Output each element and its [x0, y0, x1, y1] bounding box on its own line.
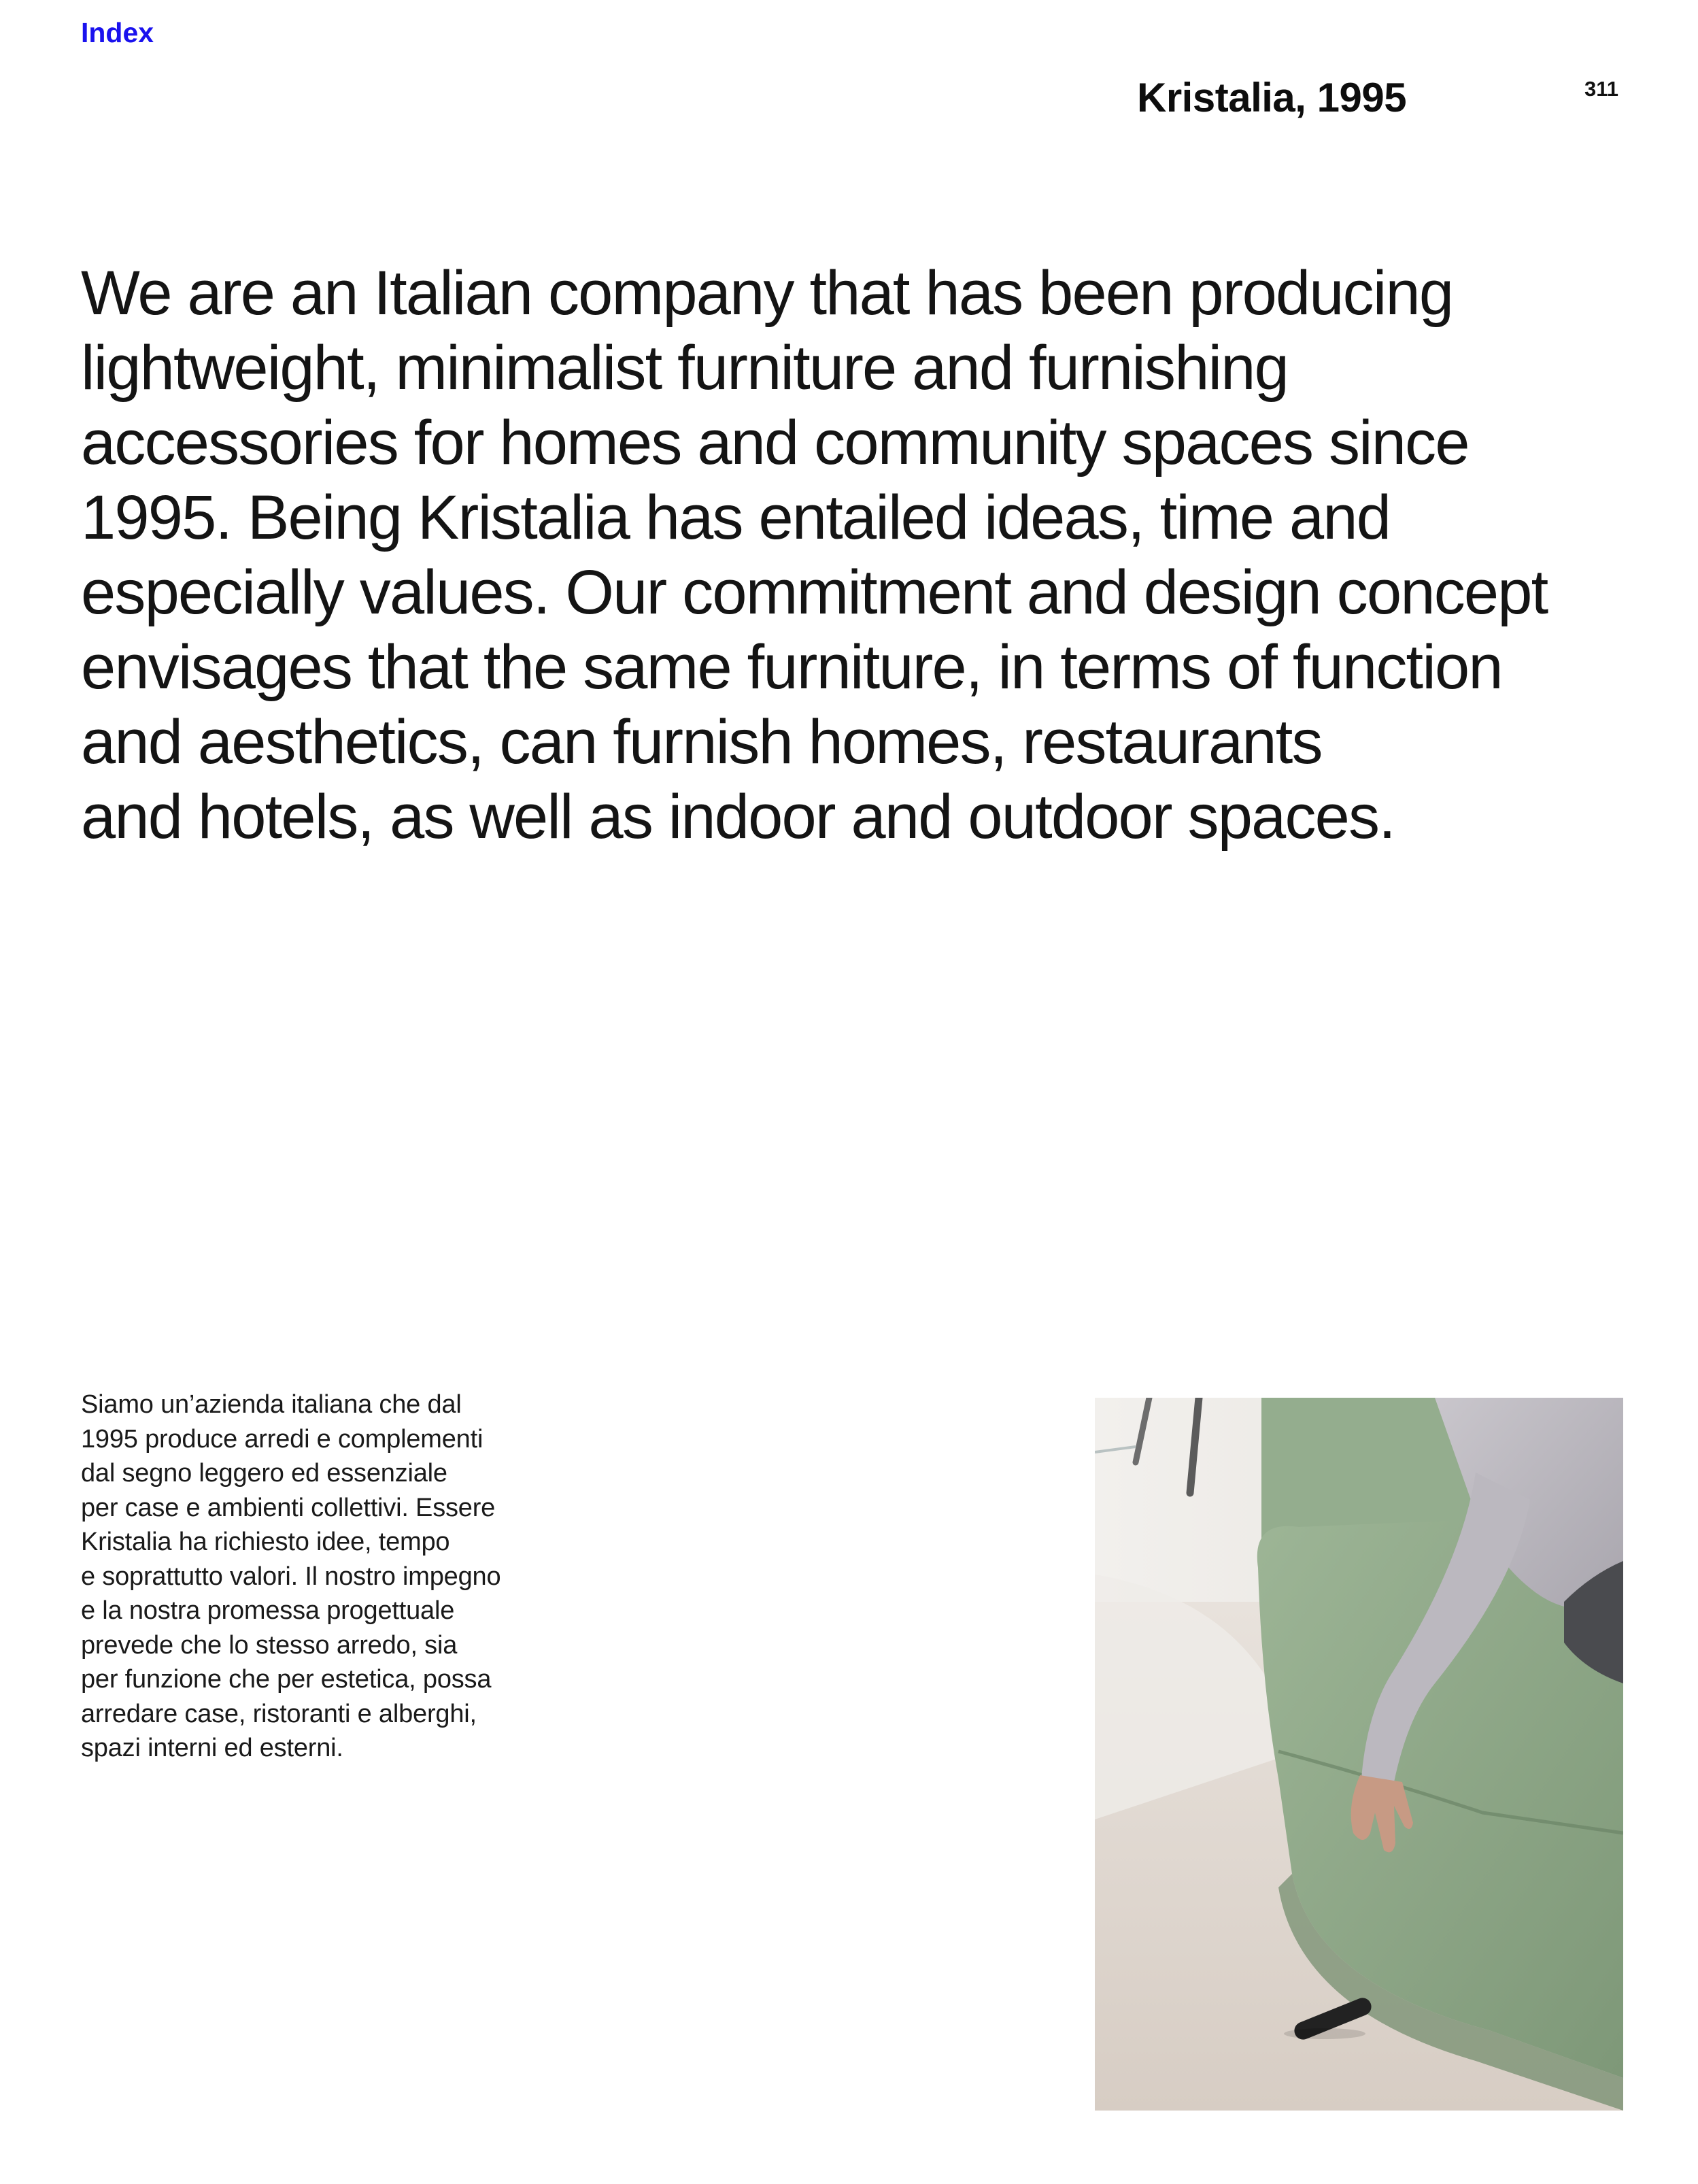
lead-line: and aesthetics, can furnish homes, restaurants	[81, 707, 1322, 777]
italian-line: e soprattutto valori. Il nostro impegno	[81, 1562, 501, 1591]
lead-line: especially values. Our commitment and design concept	[81, 558, 1548, 627]
lead-paragraph	[81, 256, 1631, 854]
lead-line: and hotels, as well as indoor and outdoor spaces.	[81, 782, 1395, 852]
italian-line: e la nostra promessa progettuale	[81, 1596, 455, 1625]
italian-line: per funzione che per estetica, possa	[81, 1665, 492, 1694]
italian-line: prevede che lo stesso arredo, sia	[81, 1630, 458, 1660]
page-number: 311	[1584, 77, 1619, 101]
italian-line: Kristalia ha richiesto idee, tempo	[81, 1528, 450, 1556]
lead-line: lightweight, minimalist furniture and furnishing	[81, 333, 1288, 403]
page-title: Kristalia, 1995	[1137, 75, 1407, 120]
lead-line: envisages that the same furniture, in terms of function	[81, 633, 1502, 702]
italian-line: 1995 produce arredi e complementi	[81, 1424, 483, 1454]
italian-line: spazi interni ed esterni.	[81, 1734, 343, 1762]
lead-line: 1995. Being Kristalia has entailed ideas, time and	[81, 483, 1391, 552]
sofa-photo-illustration	[1095, 1398, 1623, 2111]
lead-line: We are an Italian company that has been producing	[81, 258, 1453, 328]
lead-line: accessories for homes and community spaces since	[81, 408, 1469, 477]
italian-line: per case e ambienti collettivi. Essere	[81, 1493, 496, 1522]
sofa-photo	[1095, 1398, 1623, 2111]
index-link[interactable]: Index	[81, 17, 154, 48]
italian-line: Siamo un’azienda italiana che dal	[81, 1390, 462, 1419]
italian-line: dal segno leggero ed essenziale	[81, 1459, 447, 1488]
italian-paragraph	[81, 1388, 598, 1766]
italian-line: arredare case, ristoranti e alberghi,	[81, 1699, 477, 1728]
